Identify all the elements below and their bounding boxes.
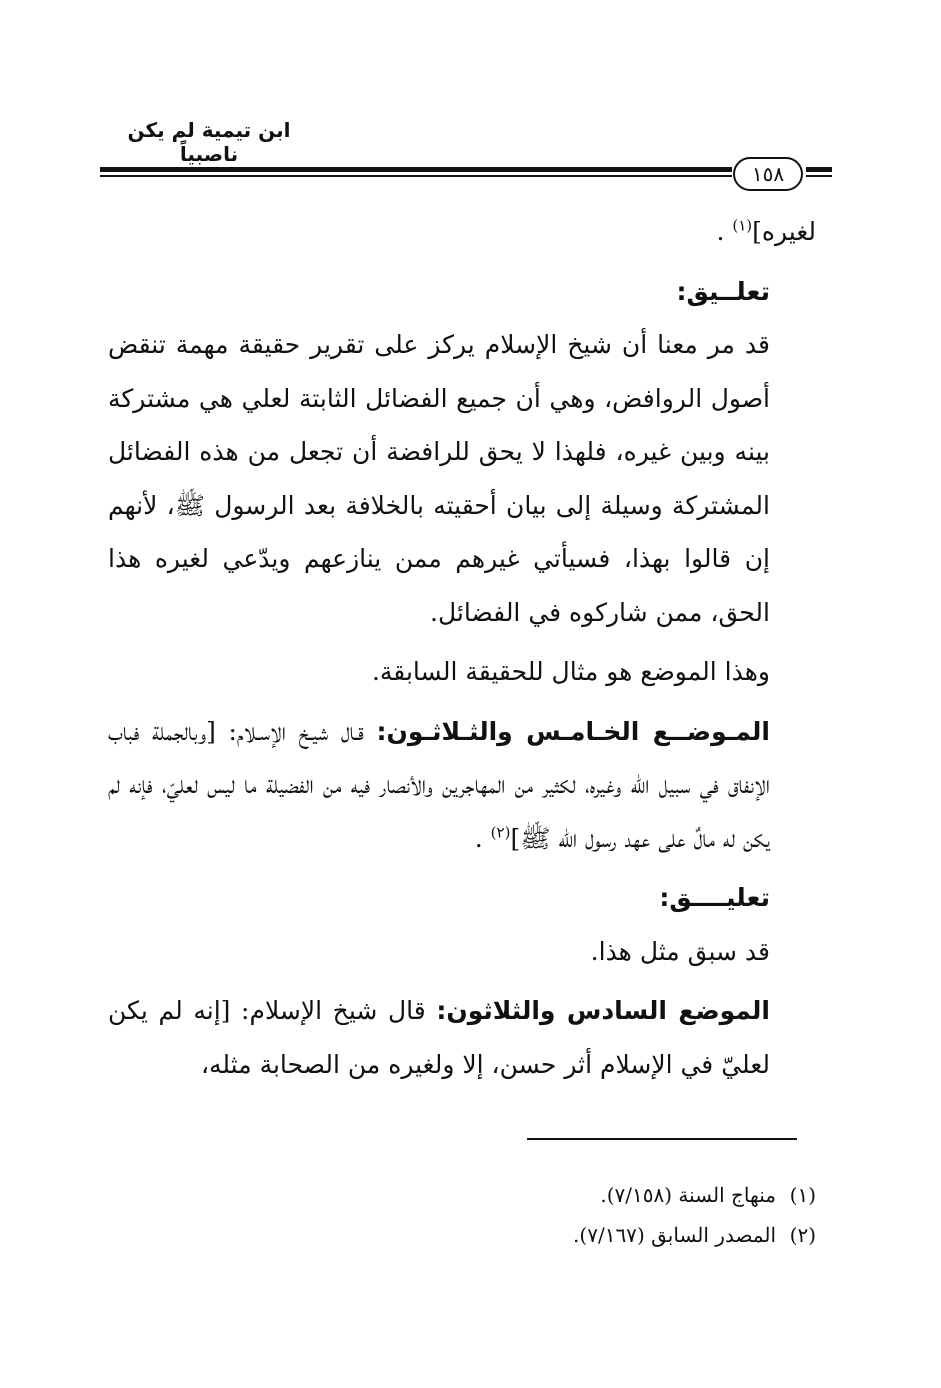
comment-heading-2-text: تعليــــق: (659, 883, 770, 912)
footnote-2-number: (٢) (789, 1223, 816, 1247)
paragraph-1: قد مر معنا أن شيخ الإسلام يركز على تقرير حقيقة مهمة تنقض أصول الروافض، وهي أن جميع الفضائل الثابتة لعلي هي مشتركة بينه وبين غيره، فلهذا لا يحق للرافضة أن تجعل من هذه الفضائل المشتركة وسيلة إلى بيان أحقيته بالخلافة بعد الرسول ﷺ، لأنهم إن قالوا بهذا، فسيأتي غيرهم ممن ينازعهم ويدّعي لغيره هذا الحق، ممن شاركوه في الفضائل. (108, 330, 770, 627)
header-rule-right-thick (806, 167, 832, 172)
continued-end: . (716, 217, 725, 246)
paragraph-3 (108, 705, 816, 866)
footnote-1 (480, 1175, 816, 1215)
paragraph-3-text: قـال شيـخ الإسـلام: [وبالجملة فباب الإنفاق في سبيل الله وغيره، لكثير من المهاجرين والأنصار فيه من الفضيلة ما ليس لعليّ، فإنه لم يكن له مالٌ على عهد رسول الله ﷺ] (108, 716, 770, 853)
comment-heading-1-text: تعلــيق: (676, 276, 770, 306)
paragraph-5-text: قال شيخ الإسلام: [إنه لم يكن لعليّ في الإسلام أثر حسن، إلا ولغيره من الصحابة مثله، (108, 996, 770, 1079)
section-heading-36: الموضع السادس والثلاثون: (436, 996, 770, 1025)
header-rule-thick (100, 167, 732, 172)
footnote-2 (480, 1215, 816, 1255)
comment-heading-1 (108, 265, 816, 319)
main-text (108, 205, 816, 1091)
footnote-separator (527, 1138, 797, 1140)
continued-line (108, 205, 816, 259)
paragraph-5 (108, 984, 816, 1091)
paragraph-4: قد سبق مثل هذا. (590, 936, 770, 966)
header-rule-right-thin (806, 175, 832, 177)
header-rule-thin (100, 175, 732, 177)
page-number: ١٥٨ (733, 157, 803, 191)
footnote-1-text: منهاج السنة (٧/١٥٨). (600, 1183, 776, 1207)
footnote-1-number: (١) (789, 1183, 816, 1207)
running-title: ابن تيمية لم يكن ناصبياً (127, 118, 291, 166)
paragraph-2: وهذا الموضع هو مثال للحقيقة السابقة. (371, 657, 770, 686)
continued-text: لغيره] (752, 217, 816, 246)
footnote-2-text: المصدر السابق (٧/١٦٧). (573, 1223, 776, 1247)
section-heading-35: المـوضــع الخـامـس والثـلاثـون: (376, 716, 770, 746)
comment-heading-2 (108, 871, 816, 925)
paragraph-3-end: . (474, 823, 483, 853)
footnotes (480, 1175, 816, 1255)
footnote-ref-2: (٢) (490, 823, 511, 842)
footnote-ref-1: (١) (732, 216, 753, 235)
